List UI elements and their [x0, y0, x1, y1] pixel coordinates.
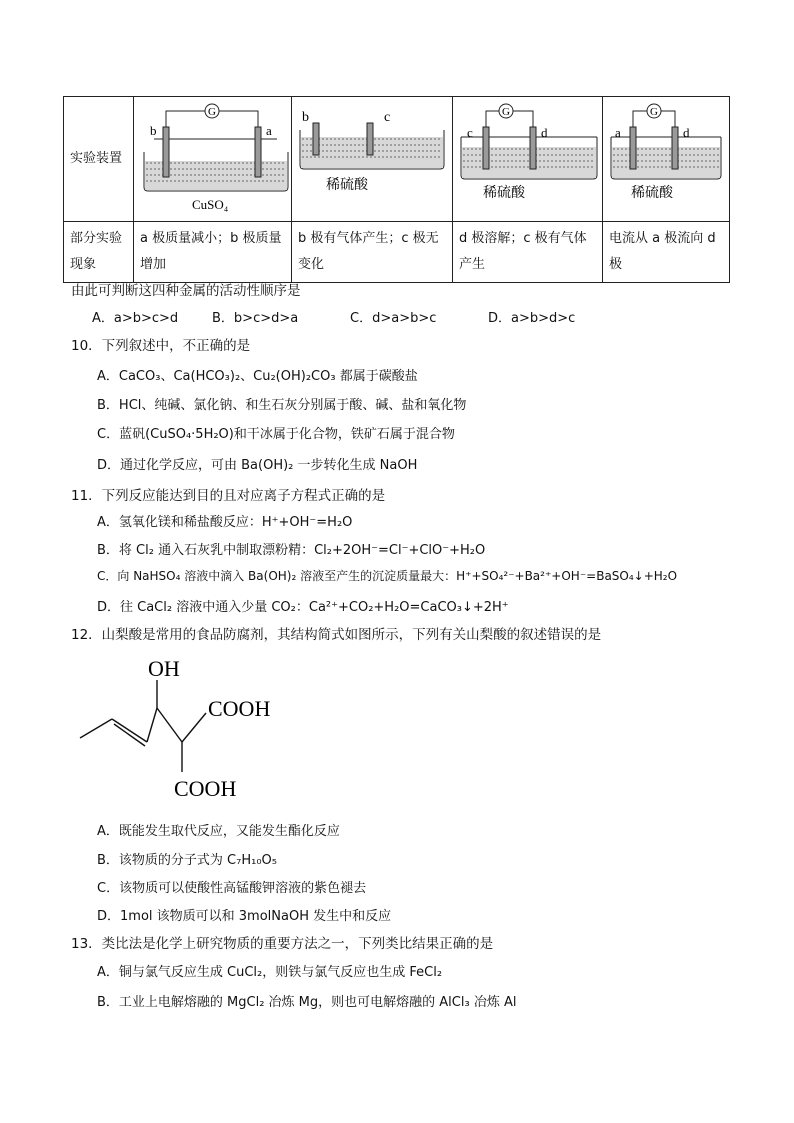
q9-option-d: D．a>b>d>c	[488, 311, 576, 326]
q10-stem: 10．下列叙述中，不正确的是	[71, 338, 251, 354]
experiment-table	[63, 96, 730, 283]
carboxyl-label-right: COOH	[208, 696, 271, 721]
galvanometer-label: G	[650, 106, 658, 118]
q11-option-b: B．将 Cl₂ 通入石灰乳中制取漂粉精：Cl₂+2OH⁻=Cl⁻+ClO⁻+H₂O	[97, 543, 486, 558]
q13-stem: 13．类比法是化学上研究物质的重要方法之一，下列类比结果正确的是	[71, 936, 494, 952]
q13-option-b: B．工业上电解熔融的 MgCl₂ 冶炼 Mg，则也可电解熔融的 AlCl₃ 冶炼 Al	[97, 995, 517, 1010]
carboxyl-label-bottom: COOH	[174, 776, 237, 801]
q10-option-d: D．通过化学反应，可由 Ba(OH)₂ 一步转化生成 NaOH	[97, 458, 418, 473]
beaker-diagram-2	[292, 97, 452, 217]
q12-option-c: C．该物质可以使酸性高锰酸钾溶液的紫色褪去	[97, 881, 367, 896]
q12-option-b: B．该物质的分子式为 C₇H₁₀O₅	[97, 853, 277, 868]
q11-option-c: C．向 NaHSO₄ 溶液中滴入 Ba(OH)₂ 溶液至产生的沉淀质量最大：H⁺+SO₄²⁻+Ba²⁺+OH⁻=BaSO₄↓+H₂O	[97, 569, 678, 583]
galvanic-cell-diagram-1	[134, 97, 291, 217]
q12-stem: 12．山梨酸是常用的食品防腐剂，其结构简式如图所示，下列有关山梨酸的叙述错误的是	[71, 627, 602, 643]
galvanometer-label: G	[502, 106, 510, 118]
q10-option-a: A．CaCO₃、Ca(HCO₃)₂、Cu₂(OH)₂CO₃ 都属于碳酸盐	[97, 369, 418, 384]
q10-option-b: B．HCl、纯碱、氯化钠、和生石灰分别属于酸、碱、盐和氧化物	[97, 398, 467, 413]
electrode-label-left: c	[467, 125, 473, 140]
observation-1: a 极质量减小；b 极质量 增加	[134, 222, 292, 283]
galvanometer-label: G	[208, 106, 216, 118]
device-cell-2	[292, 97, 453, 222]
device-cell-3	[453, 97, 603, 222]
q12-option-a: A．既能发生取代反应，又能发生酯化反应	[97, 824, 340, 839]
electrode-label-right: d	[541, 125, 548, 140]
electrode-label-right: d	[683, 125, 690, 140]
solution-label: 稀硫酸	[326, 178, 368, 193]
electrode-label-right: c	[384, 110, 391, 125]
q9-option-a: A．a>b>c>d	[92, 311, 179, 326]
q9-option-c: C．d>a>b>c	[350, 311, 437, 326]
solution-label: 稀硫酸	[483, 186, 525, 201]
electrode-label-left: b	[302, 110, 309, 125]
device-cell-4	[603, 97, 730, 222]
row-header-phenomena: 部分实验 现象	[64, 222, 134, 283]
q11-option-a: A．氢氧化镁和稀盐酸反应：H⁺+OH⁻=H₂O	[97, 515, 353, 530]
q10-option-c: C．蓝矾(CuSO₄·5H₂O)和干冰属于化合物，铁矿石属于混合物	[97, 427, 455, 442]
observation-4: 电流从 a 极流向 d 极	[603, 222, 730, 283]
galvanic-cell-diagram-3	[453, 97, 602, 217]
electrode-label-left: b	[150, 123, 157, 138]
q9-conclusion: 由此可判断这四种金属的活动性顺序是	[71, 283, 301, 299]
q11-option-d: D．往 CaCl₂ 溶液中通入少量 CO₂：Ca²⁺+CO₂+H₂O=CaCO₃↓+2H⁺	[97, 600, 509, 615]
q9-option-b: B．b>c>d>a	[212, 311, 299, 326]
solution-label: 稀硫酸	[631, 186, 673, 201]
observation-2: b 极有气体产生；c 极无 变化	[292, 222, 453, 283]
sorbic-acid-structure	[70, 650, 310, 805]
solution-label: CuSO₄	[192, 197, 229, 212]
electrode-label-left: a	[615, 125, 621, 140]
q11-stem: 11．下列反应能达到目的且对应离子方程式正确的是	[71, 488, 386, 504]
q12-option-d: D．1mol 该物质可以和 3molNaOH 发生中和反应	[97, 909, 392, 924]
q13-option-a: A．铜与氯气反应生成 CuCl₂，则铁与氯气反应也生成 FeCl₂	[97, 965, 443, 980]
device-cell-1	[134, 97, 292, 222]
hydroxyl-label: OH	[148, 656, 180, 681]
row-header-apparatus: 实验装置	[64, 97, 134, 222]
galvanic-cell-diagram-4	[603, 97, 729, 217]
electrode-label-right: a	[266, 123, 272, 138]
observation-3: d 极溶解；c 极有气体 产生	[453, 222, 603, 283]
